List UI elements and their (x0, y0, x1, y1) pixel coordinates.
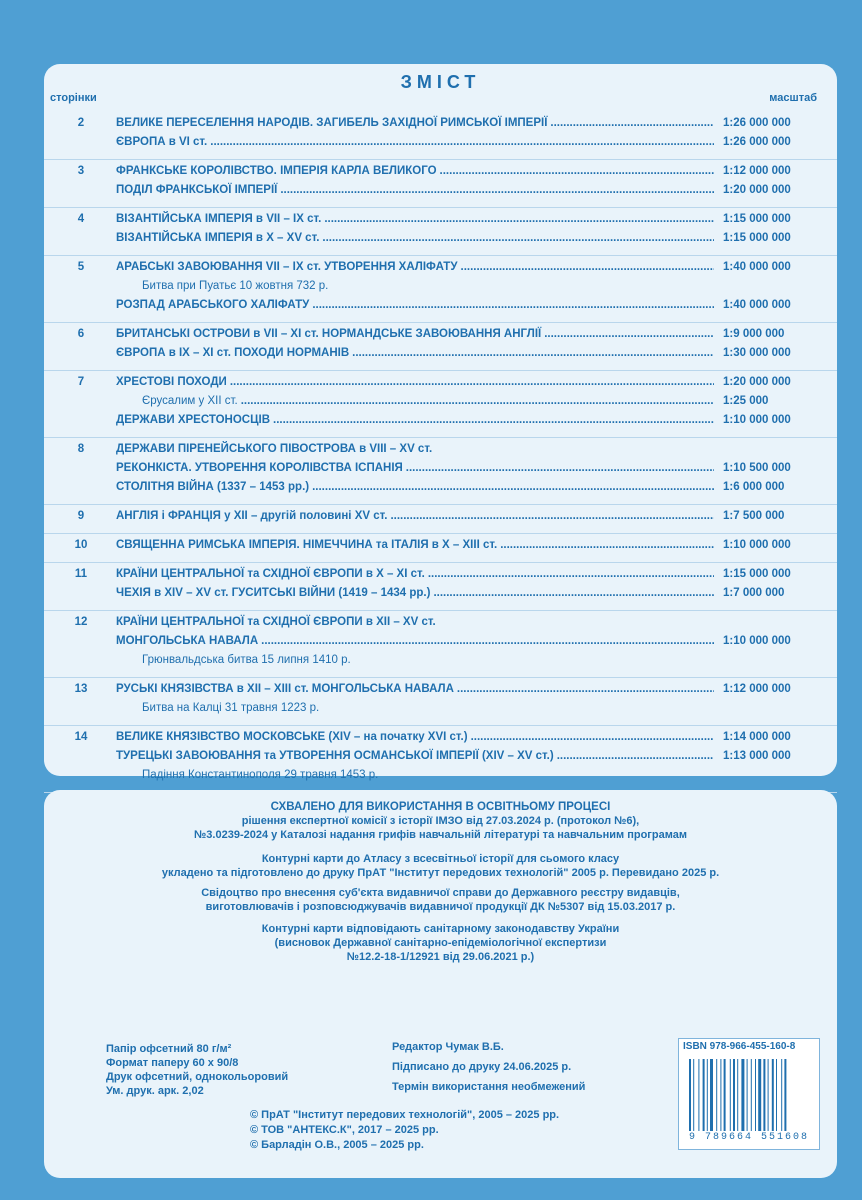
entry-text (116, 184, 717, 196)
toc-row (44, 259, 837, 278)
dot-leader (406, 462, 714, 474)
page-number: 13 (74, 683, 88, 695)
dot-leader (390, 510, 714, 522)
approval-line: рішення експертної комісії з історії ІМЗО від 27.03.2024 р. (протокол №6), (241, 815, 640, 827)
toc-row (44, 508, 837, 527)
toc-row (44, 374, 837, 393)
entry-title: РЕКОНКІСТА. УТВОРЕННЯ КОРОЛІВСТВА ІСПАНІЯ (116, 462, 403, 474)
toc-group (44, 505, 837, 534)
entry-title: ФРАНКСЬКЕ КОРОЛІВСТВО. ІМПЕРІЯ КАРЛА ВЕЛИКОГО (116, 165, 437, 177)
entry-text (142, 702, 717, 714)
editor-info (392, 1040, 585, 1100)
toc-row (44, 182, 837, 201)
toc-row (44, 326, 837, 345)
approval-line: №3.0239-2024 у Каталозі надання грифів навчальній літературі та навчальним програмам (194, 829, 687, 841)
entry-title: ЄВРОПА в IX – XI ст. ПОХОДИ НОРМАНІВ (116, 347, 350, 359)
toc-row (44, 633, 837, 652)
dot-leader (273, 414, 714, 426)
copyright-notice (250, 1108, 559, 1153)
page-number: 12 (74, 616, 88, 628)
barcode-number: 9 789664 551608 (688, 1132, 809, 1143)
map-scale: 1:20 000 000 (723, 184, 791, 196)
copyright-line: © ТОВ "АНТЕКС.К", 2017 – 2025 рр. (250, 1124, 439, 1136)
dot-leader (457, 683, 714, 695)
barcode-bar (724, 1059, 726, 1131)
publisher-certificate (44, 886, 837, 914)
entry-title: РУСЬКІ КНЯЗІВСТВА в XII – XIII ст. МОНГОЛЬСЬКА НАВАЛА (116, 683, 454, 695)
paper-spec: Формат паперу 60 х 90/8 (106, 1057, 239, 1069)
toc-group (44, 371, 837, 438)
entry-text (116, 587, 717, 599)
entry-title: ВІЗАНТІЙСЬКА ІМПЕРІЯ в X – XV ст. (116, 232, 320, 244)
barcode-bar (720, 1059, 721, 1131)
dot-leader (324, 213, 714, 225)
editor-line: Термін використання необмежений (392, 1081, 586, 1093)
entry-title: ПОДІЛ ФРАНКСЬКОЇ ІМПЕРІЇ (116, 184, 278, 196)
entry-title: КРАЇНИ ЦЕНТРАЛЬНОЇ та СХІДНОЇ ЄВРОПИ в XII – XV ст. (116, 616, 436, 628)
dot-leader (230, 376, 714, 388)
toc-row (44, 566, 837, 585)
barcode-bar (781, 1059, 782, 1131)
barcode-bar (751, 1059, 752, 1131)
toc-group (44, 611, 837, 678)
map-scale: 1:10 000 000 (723, 539, 791, 551)
entry-title: ВЕЛИКЕ ПЕРЕСЕЛЕННЯ НАРОДІВ. ЗАГИБЕЛЬ ЗАХІДНОЇ РИМСЬКОЇ ІМПЕРІЇ (116, 117, 548, 129)
dot-leader (322, 232, 714, 244)
entry-text (142, 395, 717, 407)
entry-text (116, 568, 717, 580)
dot-leader (550, 117, 714, 129)
entry-title: ЧЕХІЯ в XIV – XV ст. ГУСИТСЬКІ ВІЙНИ (1419 – 1434 рр.) (116, 587, 431, 599)
map-scale: 1:15 000 000 (723, 213, 791, 225)
dot-leader (440, 165, 714, 177)
dot-leader (241, 395, 714, 407)
entry-title: ДЕРЖАВИ ПІРЕНЕЙСЬКОГО ПІВОСТРОВА в VIII – XV ст. (116, 443, 433, 455)
map-scale: 1:12 000 000 (723, 165, 791, 177)
entry-text (116, 347, 717, 359)
entry-title: СТОЛІТНЯ ВІЙНА (1337 – 1453 рр.) (116, 481, 310, 493)
entry-title: Битва на Калці 31 травня 1223 р. (142, 702, 320, 714)
entry-title: МОНГОЛЬСЬКА НАВАЛА (116, 635, 259, 647)
toc-row (44, 585, 837, 604)
entry-title: ДЕРЖАВИ ХРЕСТОНОСЦІВ (116, 414, 271, 426)
editor-line: Підписано до друку 24.06.2025 р. (392, 1061, 572, 1073)
toc-row (44, 652, 837, 671)
dot-leader (261, 635, 714, 647)
map-scale: 1:7 000 000 (723, 587, 785, 599)
page-number: 4 (77, 213, 85, 225)
map-scale: 1:30 000 000 (723, 347, 791, 359)
entry-text (116, 750, 717, 762)
toc-row (44, 729, 837, 748)
sanitary-line: №12.2-18-1/12921 від 29.06.2021 р.) (346, 951, 535, 963)
entry-text (116, 635, 717, 647)
dot-leader (312, 299, 714, 311)
scale-column-header: масштаб (769, 92, 817, 104)
entry-text (116, 539, 717, 551)
toc-row (44, 278, 837, 297)
barcode-bar (768, 1059, 769, 1131)
isbn-number: ISBN 978-966-455-160-8 (683, 1041, 796, 1052)
dot-leader (500, 539, 714, 551)
toc-row (44, 681, 837, 700)
sanitary-line: (висновок Державної санітарно-епідеміологічної експертизи (274, 937, 607, 949)
toc-group (44, 726, 837, 793)
entry-text (116, 616, 717, 628)
barcode-bar (710, 1059, 713, 1131)
certificate-line: виготовлювачів і розповсюджувачів видавничої продукції ДК №5307 від 15.03.2017 р. (205, 901, 676, 913)
entry-text (116, 510, 717, 522)
barcode-bar (716, 1059, 717, 1131)
toc-row (44, 163, 837, 182)
map-scale: 1:40 000 000 (723, 299, 791, 311)
dot-leader (461, 261, 715, 273)
dot-leader (544, 328, 714, 340)
barcode-bar (763, 1059, 765, 1131)
entry-title: ТУРЕЦЬКІ ЗАВОЮВАННЯ та УТВОРЕННЯ ОСМАНСЬКОЇ ІМПЕРІЇ (XIV – XV ст.) (116, 750, 554, 762)
contour-line: укладено та підготовлено до друку ПрАТ "Інститут передових технологій" 2005 р. Перевидано 2025 р. (161, 867, 720, 879)
entry-title: КРАЇНИ ЦЕНТРАЛЬНОЇ та СХІДНОЇ ЄВРОПИ в X – XI ст. (116, 568, 425, 580)
entry-title: АНГЛІЯ і ФРАНЦІЯ у XII – другій половині XV ст. (116, 510, 388, 522)
toc-row (44, 700, 837, 719)
toc-row (44, 479, 837, 498)
entry-text (142, 280, 717, 292)
toc-entries (44, 112, 837, 821)
toc-row (44, 537, 837, 556)
entry-text (116, 481, 717, 493)
dot-leader (433, 587, 714, 599)
page-number: 9 (77, 510, 85, 522)
barcode-bar (747, 1059, 748, 1131)
map-scale: 1:10 500 000 (723, 462, 791, 474)
entry-text (116, 414, 717, 426)
map-scale: 1:10 000 000 (723, 635, 791, 647)
entry-text (116, 232, 717, 244)
entry-text (116, 165, 717, 177)
entry-text (116, 299, 717, 311)
barcode-bar (755, 1059, 756, 1131)
map-scale: 1:7 500 000 (723, 510, 785, 522)
toc-group (44, 112, 837, 160)
entry-text (116, 462, 717, 474)
toc-group (44, 438, 837, 505)
pages-column-header: сторінки (50, 92, 97, 104)
entry-text (116, 213, 717, 225)
paper-spec: Друк офсетний, однокольоровий (106, 1071, 289, 1083)
toc-group (44, 256, 837, 323)
entry-title: АРАБСЬКІ ЗАВОЮВАННЯ VII – IX ст. УТВОРЕННЯ ХАЛІФАТУ (116, 261, 458, 273)
entry-title: Битва при Пуатьє 10 жовтня 732 р. (142, 280, 329, 292)
page-number: 5 (77, 261, 85, 273)
paper-spec: Ум. друк. арк. 2,02 (106, 1085, 204, 1097)
barcode-icon (687, 1059, 811, 1131)
table-of-contents (44, 64, 837, 781)
toc-row (44, 767, 837, 786)
toc-row (44, 393, 837, 412)
barcode-bar (737, 1059, 738, 1131)
entry-title: Єрусалим у XII ст. (142, 395, 238, 407)
barcode-bar (730, 1059, 731, 1131)
entry-text (116, 731, 717, 743)
toc-row (44, 230, 837, 249)
paper-specs (106, 1042, 288, 1098)
barcode-bar (689, 1059, 691, 1131)
approval-notice (44, 800, 837, 842)
sanitary-line: Контурні карти відповідають санітарному законодавству України (261, 923, 620, 935)
barcode-bar (698, 1059, 699, 1131)
toc-row (44, 115, 837, 134)
entry-text (116, 376, 717, 388)
entry-text (116, 136, 717, 148)
toc-group (44, 160, 837, 208)
copyright-line: © Барладін О.В., 2005 – 2025 рр. (250, 1139, 424, 1151)
isbn-barcode-box (678, 1038, 820, 1150)
entry-text (116, 443, 717, 455)
toc-row (44, 134, 837, 153)
toc-row (44, 748, 837, 767)
contour-line: Контурні карти до Атласу з всесвітньої історії для сьомого класу (261, 853, 620, 865)
page-number: 3 (77, 165, 85, 177)
barcode-bar (741, 1059, 744, 1131)
toc-group (44, 323, 837, 371)
map-scale: 1:13 000 000 (723, 750, 791, 762)
contour-maps-note (44, 852, 837, 880)
approval-panel (44, 790, 837, 1178)
toc-row (44, 345, 837, 364)
map-scale: 1:12 000 000 (723, 683, 791, 695)
page-number: 14 (74, 731, 88, 743)
map-scale: 1:14 000 000 (723, 731, 791, 743)
paper-spec: Папір офсетний 80 г/м² (106, 1043, 232, 1055)
entry-title: РОЗПАД АРАБСЬКОГО ХАЛІФАТУ (116, 299, 310, 311)
page-number: 8 (77, 443, 85, 455)
editor-line: Редактор Чумак В.Б. (392, 1041, 504, 1053)
entry-title: СВЯЩЕННА РИМСЬКА ІМПЕРІЯ. НІМЕЧЧИНА та ІТАЛІЯ в X – XIII ст. (116, 539, 498, 551)
toc-row (44, 614, 837, 633)
dot-leader (471, 731, 714, 743)
map-scale: 1:25 000 (723, 395, 769, 407)
barcode-bar (784, 1059, 786, 1131)
dot-leader (428, 568, 714, 580)
entry-title: Падіння Константинополя 29 травня 1453 р. (142, 769, 379, 781)
toc-row (44, 441, 837, 460)
page-number: 10 (74, 539, 88, 551)
map-scale: 1:15 000 000 (723, 232, 791, 244)
entry-text (142, 769, 717, 781)
copyright-line: © ПрАТ "Інститут передових технологій", 2005 – 2025 рр. (250, 1109, 560, 1121)
toc-group (44, 678, 837, 726)
dot-leader (352, 347, 714, 359)
entry-title: ХРЕСТОВІ ПОХОДИ (116, 376, 227, 388)
entry-title: Грюнвальдська битва 15 липня 1410 р. (142, 654, 351, 666)
map-scale: 1:26 000 000 (723, 117, 791, 129)
certificate-line: Свідоцтво про внесення суб'єкта видавничої справи до Державного реєстру видавців, (201, 887, 680, 899)
toc-row (44, 460, 837, 479)
barcode-bar (703, 1059, 705, 1131)
barcode-bar (772, 1059, 774, 1131)
page-number: 6 (77, 328, 85, 340)
toc-group (44, 563, 837, 611)
page-number: 7 (77, 376, 85, 388)
entry-text (116, 261, 717, 273)
dot-leader (210, 136, 714, 148)
page-number: 11 (74, 568, 88, 580)
map-scale: 1:20 000 000 (723, 376, 791, 388)
barcode-bar (758, 1059, 761, 1131)
page-number: 2 (77, 117, 85, 129)
map-scale: 1:10 000 000 (723, 414, 791, 426)
toc-title: ЗМІСТ (400, 72, 481, 92)
barcode-bar (707, 1059, 708, 1131)
entry-text (142, 654, 717, 666)
approval-line: СХВАЛЕНО ДЛЯ ВИКОРИСТАННЯ В ОСВІТНЬОМУ ПРОЦЕСІ (270, 801, 611, 813)
dot-leader (312, 481, 714, 493)
toc-row (44, 297, 837, 316)
map-scale: 1:15 000 000 (723, 568, 791, 580)
barcode-bar (733, 1059, 735, 1131)
entry-title: ВЕЛИКЕ КНЯЗІВСТВО МОСКОВСЬКЕ (XIV – на початку XVI ст.) (116, 731, 468, 743)
entry-text (116, 683, 717, 695)
toc-row (44, 412, 837, 431)
entry-text (116, 328, 717, 340)
dot-leader (280, 184, 714, 196)
map-scale: 1:6 000 000 (723, 481, 785, 493)
entry-title: БРИТАНСЬКІ ОСТРОВИ в VII – XI ст. НОРМАНДСЬКЕ ЗАВОЮВАННЯ АНГЛІЇ (116, 328, 542, 340)
toc-group (44, 208, 837, 256)
toc-row (44, 211, 837, 230)
entry-title: ЄВРОПА в VI ст. (116, 136, 208, 148)
sanitary-compliance (44, 922, 837, 964)
map-scale: 1:9 000 000 (723, 328, 785, 340)
barcode-bar (776, 1059, 777, 1131)
entry-text (116, 117, 717, 129)
entry-title: ВІЗАНТІЙСЬКА ІМПЕРІЯ в VII – IX ст. (116, 213, 322, 225)
map-scale: 1:40 000 000 (723, 261, 791, 273)
barcode-bar (693, 1059, 694, 1131)
toc-group (44, 534, 837, 563)
map-scale: 1:26 000 000 (723, 136, 791, 148)
dot-leader (557, 750, 714, 762)
